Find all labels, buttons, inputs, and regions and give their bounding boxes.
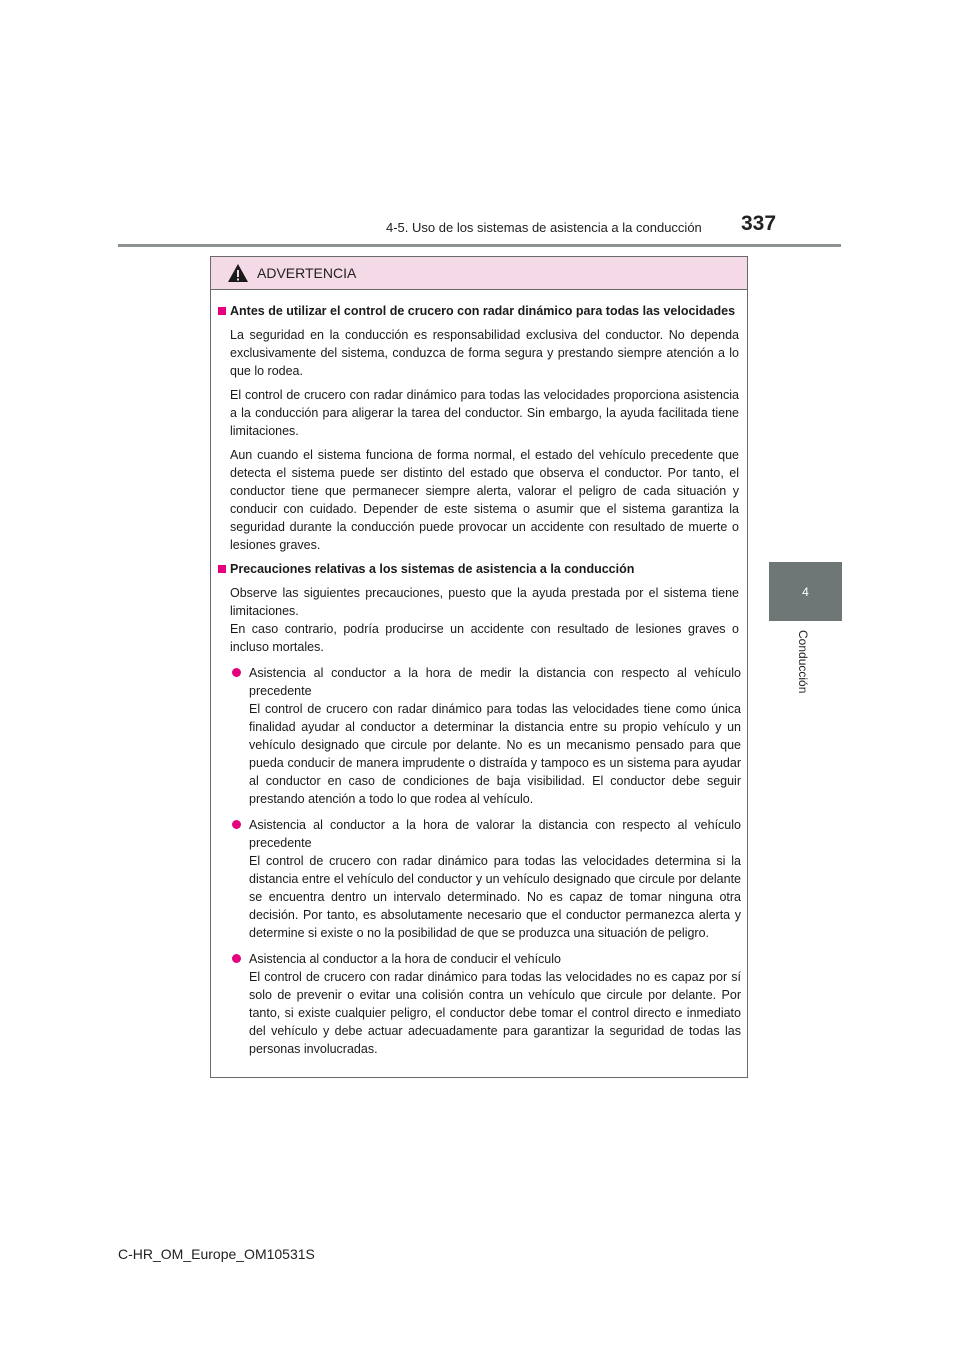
- circle-bullet-icon: [232, 668, 241, 677]
- bullet-heading: Asistencia al conductor a la hora de valorar la distancia con respecto al vehículo precedente: [249, 818, 741, 850]
- bullet-heading: Asistencia al conductor a la hora de medir la distancia con respecto al vehículo precedente: [249, 666, 741, 698]
- circle-bullet-icon: [232, 954, 241, 963]
- bullet-text: El control de crucero con radar dinámico para todas las velocidades determina si la distancia entre el vehículo del conductor y un vehículo designado que circule por delante se encuentra dentro un intervalo determinado. No es capaz de tomar ninguna otra decisión. Por tanto, es absolutamente necesario que el conductor permanezca alerta y determine si existe o no la posibilidad de que se produzca una situación de peligro.: [249, 854, 741, 940]
- square-bullet-icon: [218, 565, 226, 573]
- warning-section-1: [217, 302, 741, 554]
- paragraph: Aun cuando el sistema funciona de forma normal, el estado del vehículo precedente que detecta el sistema puede ser distinto del estado que observa el conductor. Por tanto, el conductor tiene que permanecer siempre alerta, valorar el peligro de cada situación y conducir con cuidado. Depender de este sistema o asumir que el sistema garantiza la seguridad durante la conducción puede provocar un accidente con resultado de muerte o lesiones graves.: [230, 448, 739, 552]
- circle-bullet-icon: [232, 820, 241, 829]
- paragraph: El control de crucero con radar dinámico para todas las velocidades proporciona asistencia a la conducción para aligerar la tarea del conductor. Sin embargo, la ayuda facilitada tiene limitaciones.: [230, 388, 739, 438]
- section-title: Precauciones relativas a los sistemas de asistencia a la conducción: [230, 562, 635, 576]
- paragraph: La seguridad en la conducción es responsabilidad exclusiva del conductor. No dependa exclusivamente del sistema, conduzca de forma segura y prestando siempre atención a lo que lo rodea.: [230, 328, 739, 378]
- warning-section-2: [217, 560, 741, 1058]
- document-code: C-HR_OM_Europe_OM10531S: [118, 1246, 315, 1262]
- chapter-tab: [769, 562, 842, 621]
- chapter-label: Conducción: [796, 630, 810, 694]
- list-item: [230, 664, 741, 808]
- list-item: [230, 816, 741, 942]
- running-header: 4-5. Uso de los sistemas de asistencia a la conducción: [386, 220, 702, 235]
- warning-triangle-icon: [227, 263, 249, 283]
- warning-body: [211, 290, 747, 1058]
- paragraph: En caso contrario, podría producirse un accidente con resultado de lesiones graves o incluso mortales.: [230, 622, 739, 654]
- square-bullet-icon: [218, 307, 226, 315]
- page-number: 337: [741, 212, 777, 235]
- section-title: Antes de utilizar el control de crucero con radar dinámico para todas las velocidades: [230, 304, 736, 318]
- paragraph: Observe las siguientes precauciones, puesto que la ayuda prestada por el sistema tiene limitaciones.: [230, 586, 739, 618]
- bullet-heading: Asistencia al conductor a la hora de conducir el vehículo: [249, 952, 561, 966]
- list-item: [230, 950, 741, 1058]
- warning-title: ADVERTENCIA: [257, 265, 357, 281]
- warning-box: [210, 256, 748, 1078]
- warning-header: [211, 257, 747, 290]
- chapter-number: 4: [802, 584, 809, 599]
- bullet-text: El control de crucero con radar dinámico para todas las velocidades no es capaz por sí solo de prevenir o evitar una colisión contra un vehículo que circule por delante. Por tanto, si existe cualquier peligro, el conductor debe tomar el control directo e inmediato del vehículo y debe actuar adecuadamente para garantizar la seguridad de todas las personas involucradas.: [249, 970, 741, 1056]
- bullet-text: El control de crucero con radar dinámico para todas las velocidades tiene como única finalidad ayudar al conductor a determinar la distancia entre su propio vehículo y un vehículo designado que circule por delante. No es un mecanismo pensado para que pueda conducir de manera imprudente o distraída y tampoco es un sistema para ayudar al conductor en caso de condiciones de baja visibilidad. El conductor debe seguir prestando atención a todo lo que rodea al vehículo.: [249, 702, 741, 806]
- header-divider: [118, 244, 841, 247]
